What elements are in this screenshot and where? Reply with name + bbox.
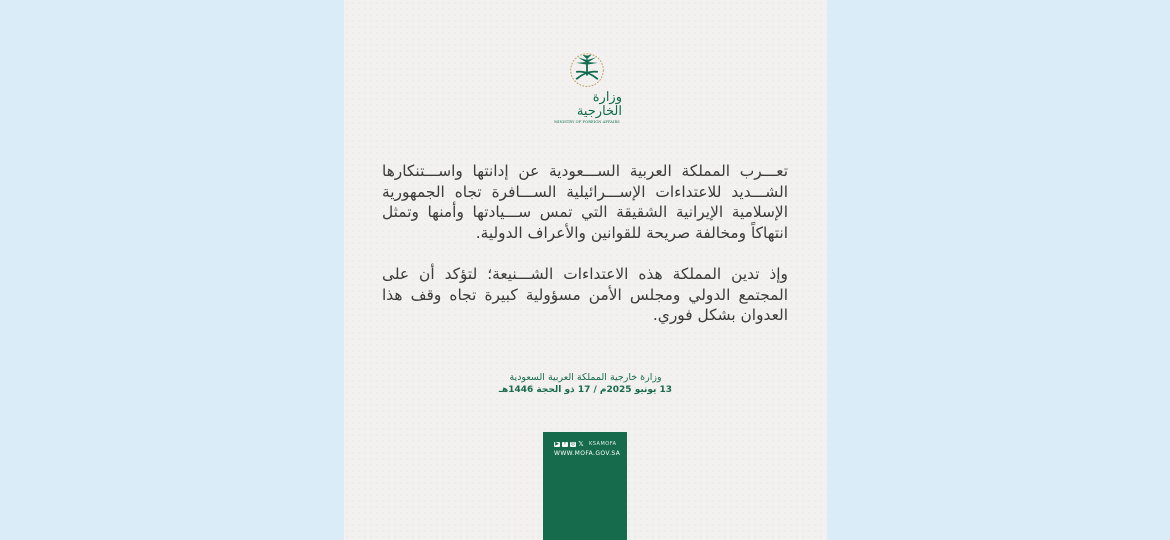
- signature-date: 13 يونيو 2025م / 17 ذو الحجة 1446هـ: [498, 385, 673, 395]
- signature-organization: وزارة خارجية المملكة العربية السعودية: [509, 372, 662, 383]
- x-icon[interactable]: 𝕏: [578, 439, 584, 448]
- social-links: [554, 441, 627, 447]
- ministry-logo: [552, 52, 622, 124]
- ministry-name-arabic: وزارة الخارجية: [576, 90, 622, 119]
- statement-document: [344, 0, 827, 540]
- youtube-icon[interactable]: ▶: [555, 440, 559, 447]
- statement-paragraph-1: تعـــرب المملكة العربية الســـعودية عن إدانتها واســـتنكارها الشـــديد للاعتداءات الإســـرائيلية الســـافرة تجاه الجمهورية الإسلامية الإيرانية الشقيقة التي تمس ســـيادتها وأمنها وتمثل انتهاكاً ومخالفة صريحة للقوانين والأعراف الدولية.: [382, 162, 788, 242]
- website-link[interactable]: WWW.MOFA.GOV.SA: [554, 450, 621, 457]
- social-handle[interactable]: KSAMOFA: [589, 441, 617, 447]
- facebook-icon[interactable]: f: [562, 442, 568, 447]
- signature-block: [344, 371, 827, 397]
- footer-contact-box: [543, 432, 627, 540]
- palm-and-swords-emblem-icon: [567, 52, 607, 90]
- ministry-name-english: MINISTRY OF FOREIGN AFFAIRS: [554, 120, 620, 124]
- statement-paragraph-2: وإذ تدين المملكة هذه الاعتداءات الشـــنيعة؛ لتؤكد أن على المجتمع الدولي ومجلس الأمن مسؤولية كبيرة تجاه وقف هذا العدوان بشكل فوري.: [382, 265, 788, 325]
- instagram-icon[interactable]: ◎: [570, 440, 576, 447]
